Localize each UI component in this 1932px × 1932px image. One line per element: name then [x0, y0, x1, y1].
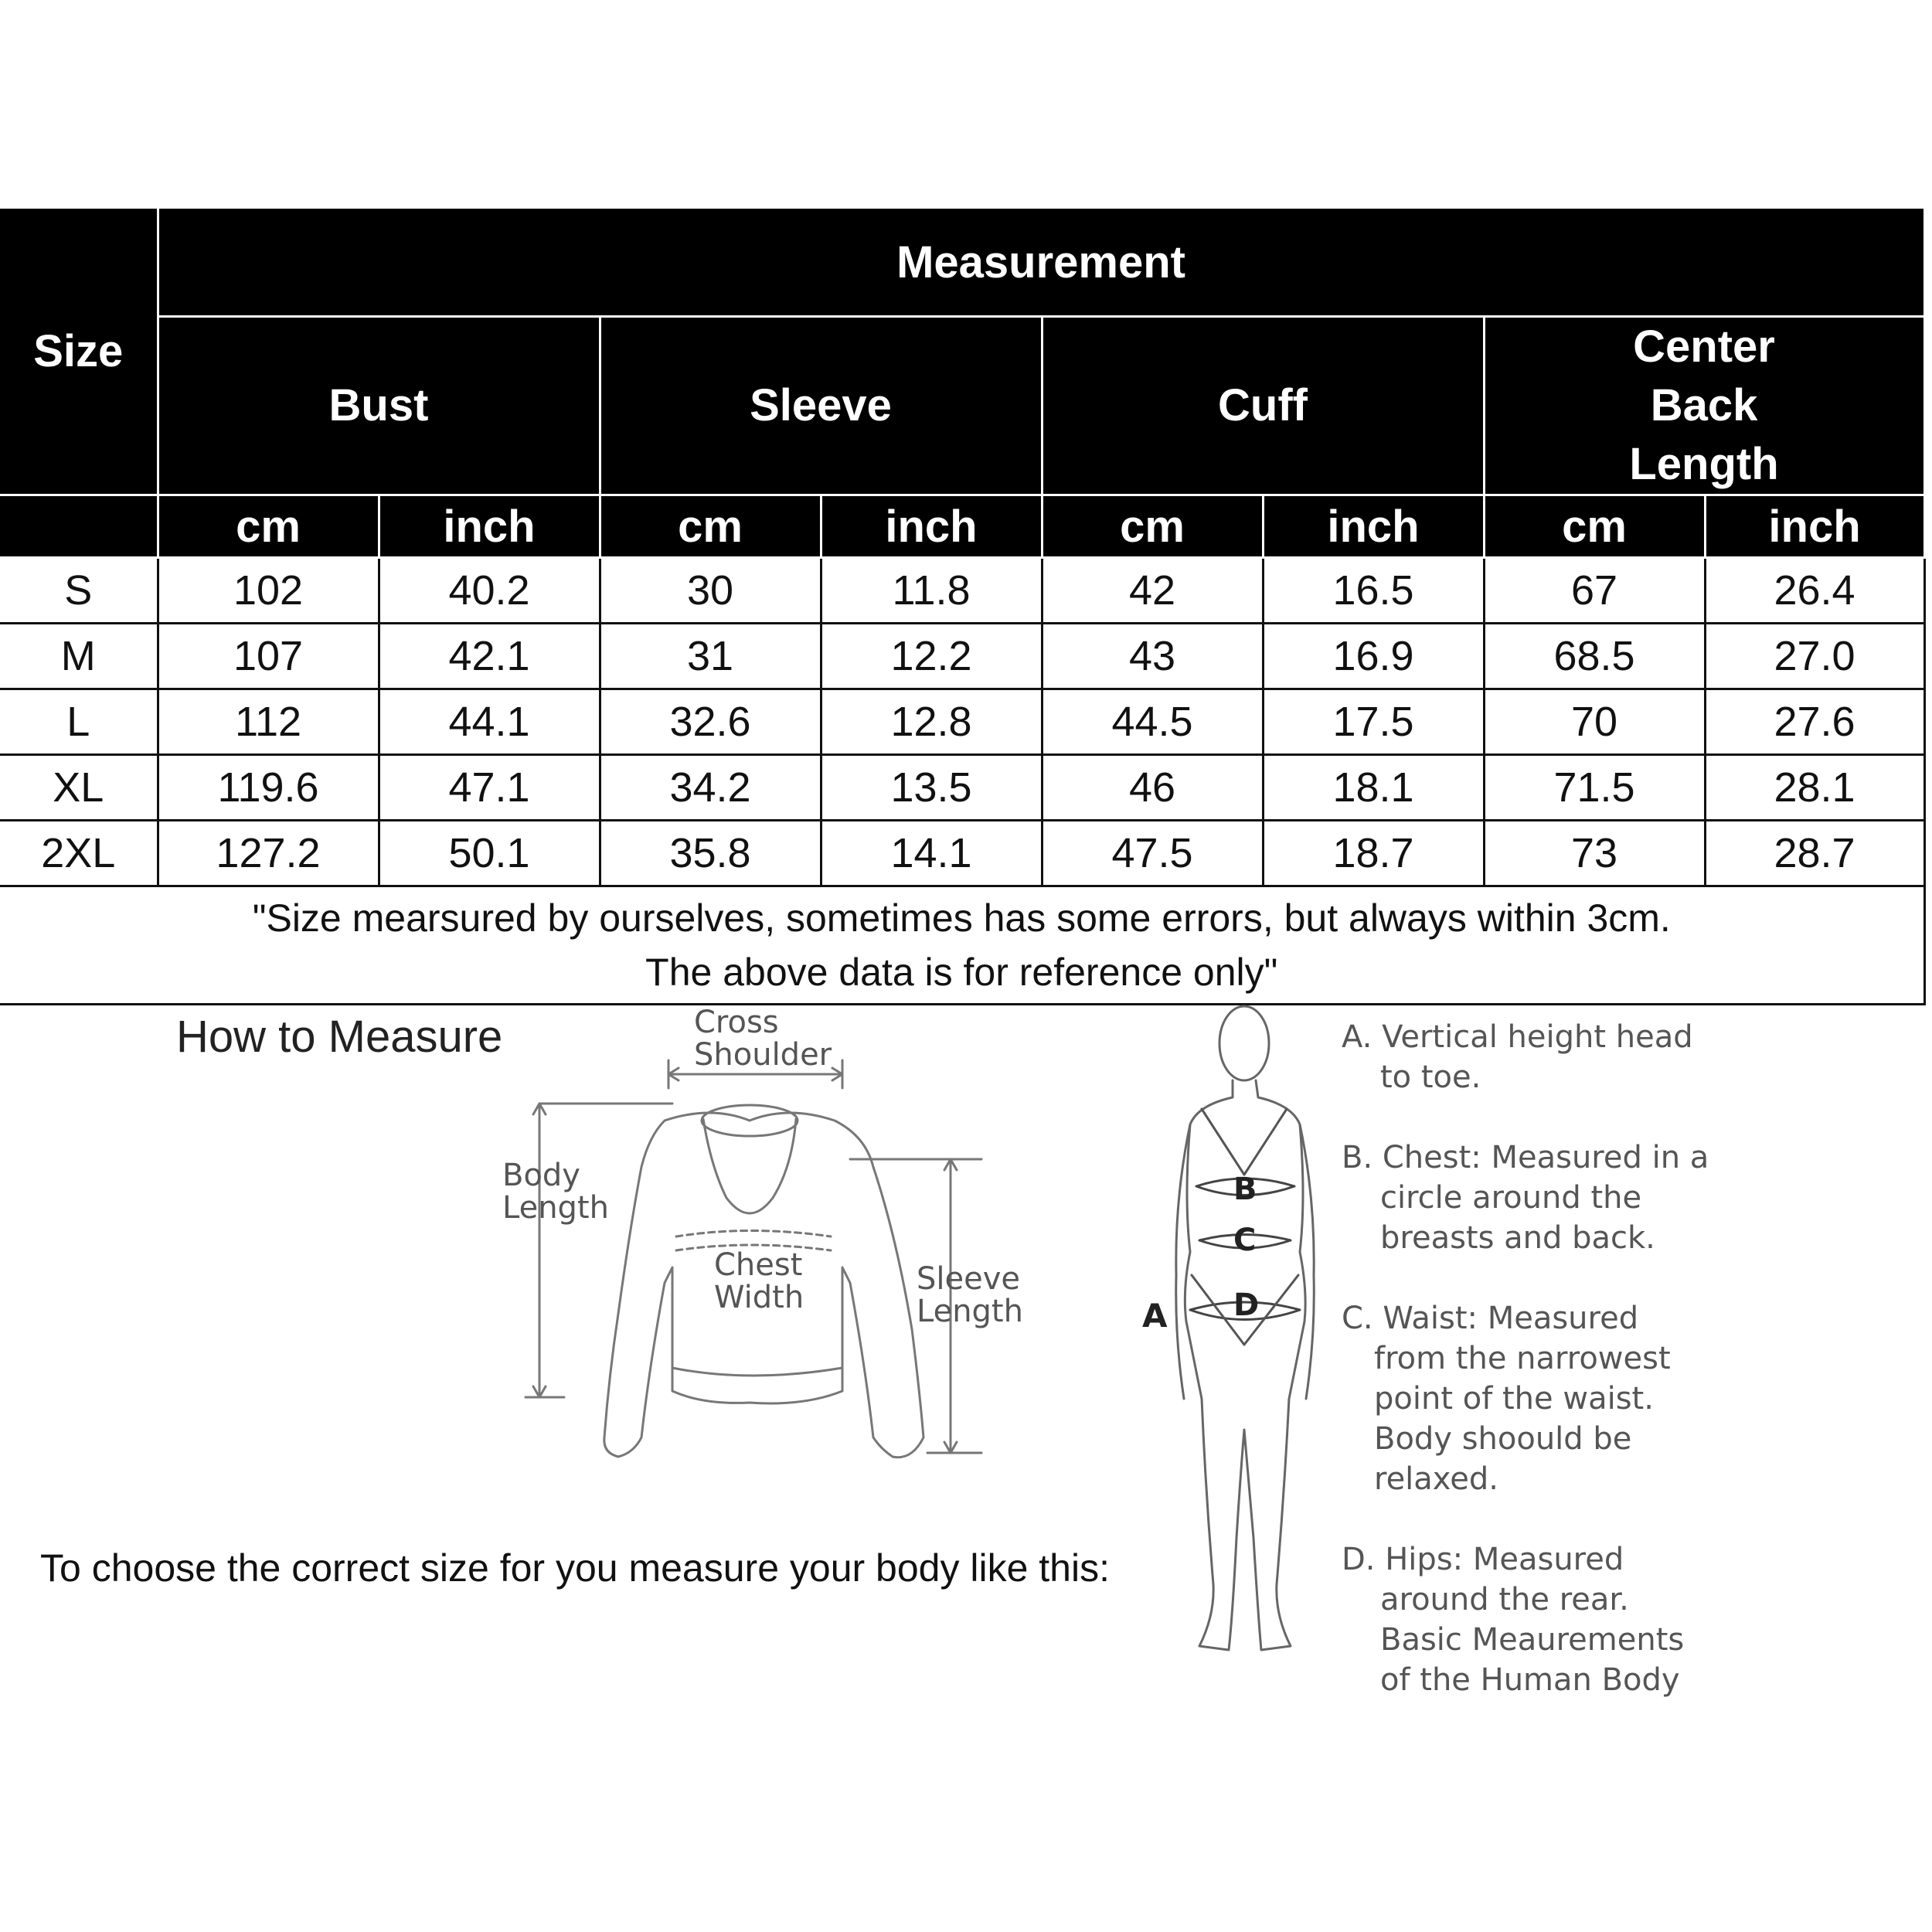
table-cell: 127.2 — [158, 821, 379, 886]
table-row — [0, 755, 1924, 821]
table-cell: 112 — [158, 689, 379, 755]
table-cell: 26.4 — [1705, 558, 1924, 624]
chest-width-label — [714, 1249, 804, 1314]
figure-label-b: B — [1233, 1172, 1257, 1207]
table-cell: 71.5 — [1484, 755, 1705, 821]
choose-size-instruction: To choose the correct size for you measure your body like this: — [40, 1546, 1110, 1590]
instruction-c — [1342, 1298, 1883, 1499]
table-cell: 34.2 — [600, 755, 821, 821]
figure-torso — [1185, 1080, 1305, 1650]
table-cell: 35.8 — [600, 821, 821, 886]
instruction-d-line-4: of the Human Body — [1380, 1662, 1680, 1698]
table-cell: 31 — [600, 624, 821, 689]
cross-shoulder-label-1: Cross — [694, 1005, 779, 1040]
table-row — [0, 624, 1924, 689]
table-cell: 43 — [1042, 624, 1263, 689]
size-header-spacer — [0, 495, 158, 558]
table-cell: 46 — [1042, 755, 1263, 821]
chest-width-marker — [676, 1231, 831, 1237]
sleeve-header: Sleeve — [600, 317, 1042, 495]
table-cell: 119.6 — [158, 755, 379, 821]
instruction-d-line-3: Basic Meaurements — [1380, 1622, 1685, 1658]
instruction-b-line-1: B. Chest: Measured in a — [1342, 1140, 1709, 1175]
table-cell: 30 — [600, 558, 821, 624]
figure-label-a: A — [1142, 1297, 1168, 1335]
table-cell: 50.1 — [379, 821, 600, 886]
instruction-a — [1342, 1017, 1883, 1097]
table-cell: 18.1 — [1263, 755, 1484, 821]
table-cell: 40.2 — [379, 558, 600, 624]
table-cell: 47.1 — [379, 755, 600, 821]
unit-header: cm — [600, 495, 821, 558]
table-cell: 11.8 — [821, 558, 1042, 624]
instruction-c-line-1: C. Waist: Measured — [1342, 1301, 1639, 1336]
measurement-header: Measurement — [158, 208, 1924, 317]
table-cell: 42.1 — [379, 624, 600, 689]
instruction-a-line-2: to toe. — [1380, 1060, 1481, 1095]
size-header: Size — [0, 208, 158, 495]
instruction-a-line-1: A. Vertical height head — [1342, 1019, 1693, 1055]
how-to-measure-title: How to Measure — [176, 1012, 503, 1062]
instruction-b-line-2: circle around the — [1380, 1180, 1642, 1216]
note-row — [0, 886, 1924, 1005]
sleeve-length-label-1: Sleeve — [917, 1261, 1021, 1297]
instruction-c-line-5: relaxed. — [1374, 1461, 1498, 1497]
sleeve-length-label-2: Length — [917, 1294, 1023, 1329]
garment-neckline — [703, 1119, 796, 1213]
table-cell: 70 — [1484, 689, 1705, 755]
cuff-header: Cuff — [1042, 317, 1484, 495]
table-cell: 12.8 — [821, 689, 1042, 755]
center-back-length-label: Center Back Length — [1629, 321, 1779, 489]
disclaimer-line-2: The above data is for reference only" — [645, 951, 1278, 994]
table-cell: 102 — [158, 558, 379, 624]
unit-header: cm — [1042, 495, 1263, 558]
table-cell: 107 — [158, 624, 379, 689]
size-cell: M — [0, 624, 158, 689]
table-cell: 12.2 — [821, 624, 1042, 689]
size-cell: L — [0, 689, 158, 755]
table-cell: 73 — [1484, 821, 1705, 886]
figure-label-d: D — [1233, 1287, 1260, 1323]
size-cell: 2XL — [0, 821, 158, 886]
unit-header: inch — [821, 495, 1042, 558]
sleeve-length-label — [917, 1263, 1023, 1328]
body-length-label-1: Body — [502, 1158, 580, 1193]
unit-header: inch — [1263, 495, 1484, 558]
disclaimer-line-1: "Size mearsured by ourselves, sometimes has some errors, but always within 3cm. — [252, 896, 1671, 940]
chest-width-label-1: Chest — [714, 1247, 803, 1283]
size-disclaimer — [0, 886, 1924, 1005]
table-cell: 18.7 — [1263, 821, 1484, 886]
bust-header: Bust — [158, 317, 600, 495]
table-cell: 14.1 — [821, 821, 1042, 886]
cross-shoulder-label-2: Shoulder — [694, 1037, 832, 1073]
figure-neckline — [1202, 1109, 1287, 1175]
human-body-diagram — [1128, 997, 1329, 1677]
table-cell: 16.5 — [1263, 558, 1484, 624]
size-cell: XL — [0, 755, 158, 821]
table-row — [0, 558, 1924, 624]
instruction-c-line-3: point of the waist. — [1374, 1381, 1654, 1417]
garment-measure-diagram — [479, 1005, 1036, 1468]
chest-width-label-2: Width — [714, 1280, 804, 1315]
table-cell: 16.9 — [1263, 624, 1484, 689]
instruction-c-line-2: from the narrowest — [1374, 1341, 1671, 1376]
instruction-d-line-1: D. Hips: Measured — [1342, 1542, 1624, 1577]
table-cell: 27.6 — [1705, 689, 1924, 755]
table-row — [0, 821, 1924, 886]
table-cell: 68.5 — [1484, 624, 1705, 689]
table-cell: 28.1 — [1705, 755, 1924, 821]
table-row — [0, 689, 1924, 755]
table-cell: 13.5 — [821, 755, 1042, 821]
garment-hem — [672, 1368, 842, 1376]
table-cell: 27.0 — [1705, 624, 1924, 689]
body-length-label-2: Length — [502, 1190, 609, 1226]
table-cell: 28.7 — [1705, 821, 1924, 886]
figure-label-c: C — [1233, 1223, 1257, 1258]
unit-header: cm — [1484, 495, 1705, 558]
table-cell: 42 — [1042, 558, 1263, 624]
table-cell: 44.5 — [1042, 689, 1263, 755]
instruction-c-line-4: Body shoould be — [1374, 1421, 1632, 1457]
table-cell: 67 — [1484, 558, 1705, 624]
body-length-label — [502, 1159, 609, 1224]
table-cell: 17.5 — [1263, 689, 1484, 755]
table-cell: 32.6 — [600, 689, 821, 755]
size-cell: S — [0, 558, 158, 624]
unit-header: inch — [379, 495, 600, 558]
table-cell: 44.1 — [379, 689, 600, 755]
figure-head — [1219, 1006, 1269, 1080]
size-chart-table — [0, 206, 1926, 1005]
table-cell: 47.5 — [1042, 821, 1263, 886]
cross-shoulder-label — [694, 1006, 832, 1071]
figure-arms — [1176, 1124, 1315, 1399]
center-back-length-header — [1484, 317, 1924, 495]
instruction-b — [1342, 1138, 1883, 1258]
unit-header: inch — [1705, 495, 1924, 558]
instruction-d — [1342, 1539, 1883, 1700]
instruction-d-line-2: around the rear. — [1380, 1582, 1629, 1617]
unit-header: cm — [158, 495, 379, 558]
instruction-b-line-3: breasts and back. — [1380, 1220, 1655, 1256]
